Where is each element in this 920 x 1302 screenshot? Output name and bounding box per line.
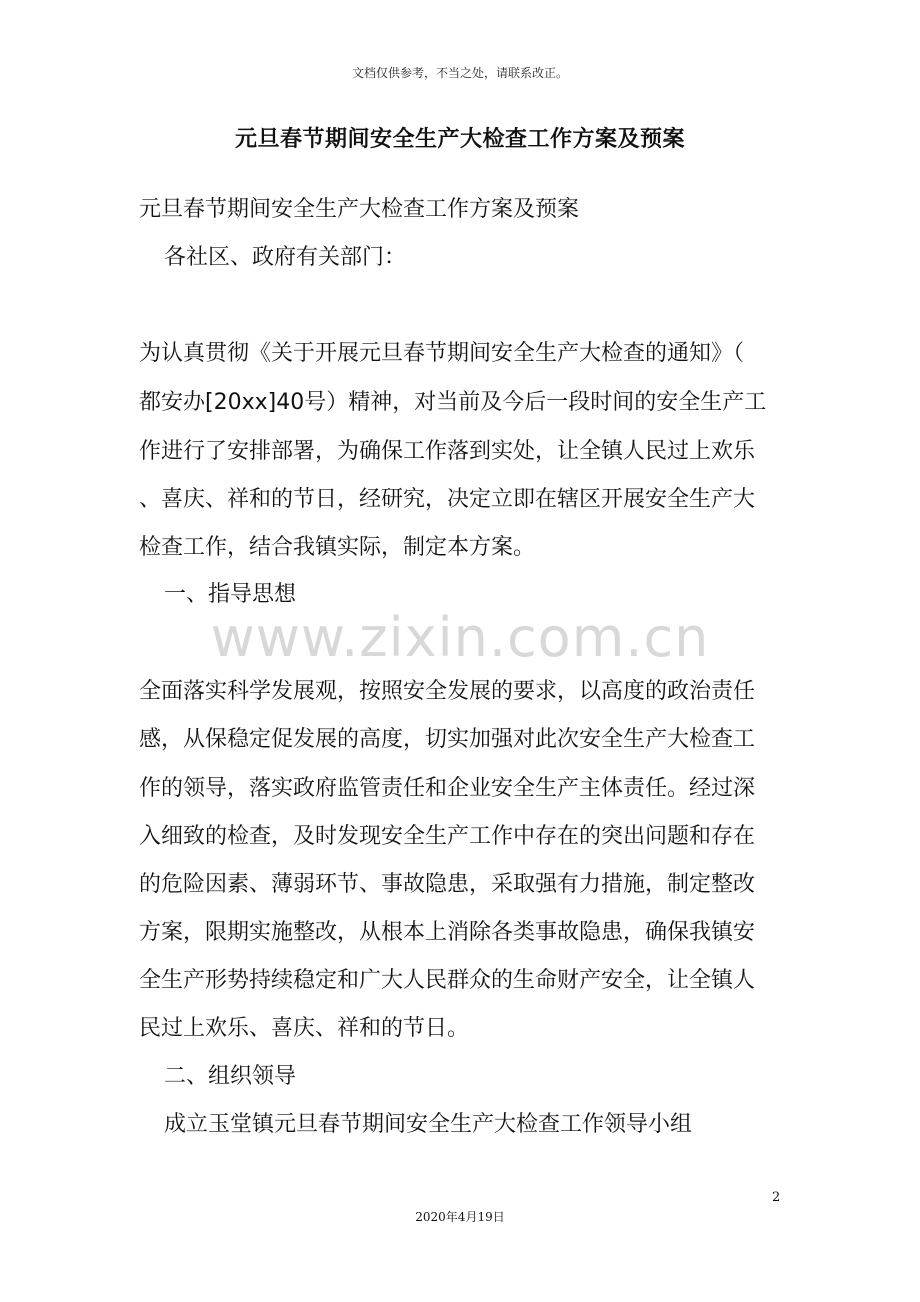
footer-date: 2020年4月19日 — [415, 1210, 505, 1224]
paragraph-line: 的危险因素、薄弱环节、事故隐患，采取强有力措施，制定整改 — [139, 872, 756, 897]
paragraph-line: 成立玉堂镇元旦春节期间安全生产大检查工作领导小组 — [164, 1112, 693, 1137]
paragraph-line: 、喜庆、祥和的节日，经研究，决定立即在辖区开展安全生产大 — [139, 487, 756, 512]
paragraph-line: 作进行了安排部署，为确保工作落到实处，让全镇人民过上欢乐 — [139, 439, 756, 464]
paragraph-line: 为认真贯彻《关于开展元旦春节期间安全生产大检查的通知》（ — [139, 341, 745, 366]
page-number: 2 — [772, 1190, 781, 1205]
section-heading: 一、指导思想 — [164, 582, 297, 607]
paragraph-line: 感，从保稳定促发展的高度，切实加强对此次安全生产大检查工 — [139, 727, 756, 752]
paragraph-line: 入细致的检查，及时发现安全生产工作中存在的突出问题和存在 — [139, 824, 756, 849]
paragraph-line: 全面落实科学发展观，按照安全发展的要求，以高度的政治责任 — [139, 679, 756, 704]
paragraph-line: 全生产形势持续稳定和广大人民群众的生命财产安全，让全镇人 — [139, 968, 756, 993]
paragraph-line: 方案，限期实施整改，从根本上消除各类事故隐患，确保我镇安 — [139, 920, 756, 945]
body-subtitle: 元旦春节期间安全生产大检查工作方案及预案 — [139, 197, 580, 222]
addressee-line: 各社区、政府有关部门： — [164, 245, 407, 270]
watermark: www.zixin.com.cn — [210, 606, 710, 669]
paragraph-line: 都安办[20xx]40号）精神，对当前及今后一段时间的安全生产工 — [139, 390, 767, 415]
paragraph-line: 检查工作，结合我镇实际，制定本方案。 — [139, 535, 536, 560]
paragraph-line: 作的领导，落实政府监管责任和企业安全生产主体责任。经过深 — [139, 776, 756, 801]
document-title: 元旦春节期间安全生产大检查工作方案及预案 — [234, 127, 685, 152]
section-heading: 二、组织领导 — [164, 1064, 297, 1089]
paragraph-line: 民过上欢乐、喜庆、祥和的节日。 — [139, 1016, 470, 1041]
header-note: 文档仅供参考，不当之处，请联系改正。 — [351, 66, 568, 80]
